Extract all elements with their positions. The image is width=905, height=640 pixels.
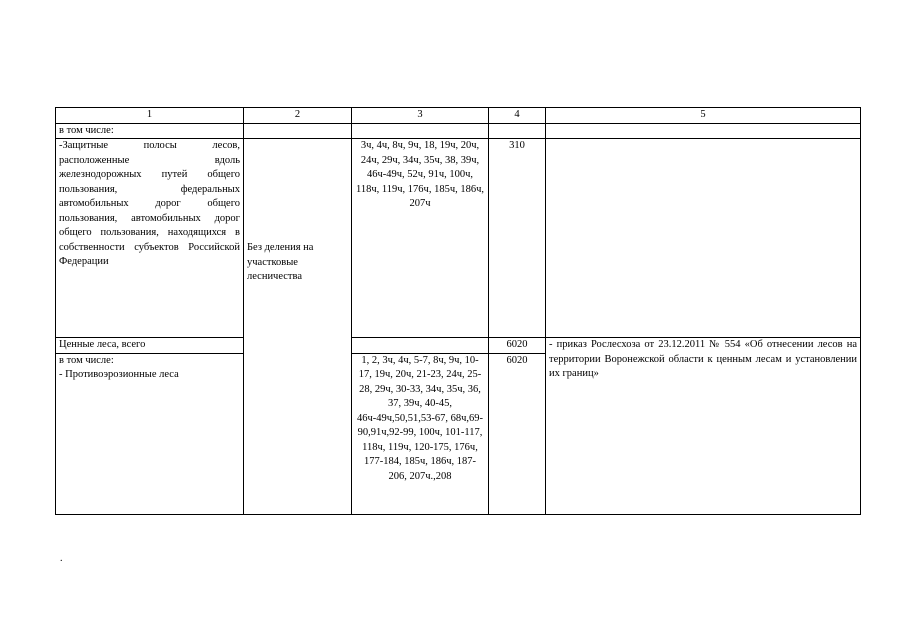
valuable-forests-row — [56, 338, 861, 354]
cell-empty — [352, 123, 489, 139]
division-text: Без деления на участковые лесничества — [247, 242, 314, 282]
erosion-quarters: 1, 2, 3ч, 4ч, 5-7, 8ч, 9ч, 10-17, 19ч, 20ч, 21-23, 24ч, 25-28, 29ч, 30-33, 34ч, 35ч, 36, 37, 39ч, 40-45, 46ч-49ч,50,51,53-67, 68ч,69-90,91ч,92-99, 100ч, 101-117, 118ч, 119ч, 120-175, 176ч, 177-184, 185ч, 186ч, 187-206, 207ч.,208 — [352, 353, 489, 514]
cell-empty — [352, 338, 489, 354]
erosion-in-total-label: в том числе: — [59, 354, 114, 366]
protective-strips-name: -Защитные полосы лесов, расположенные вдоль железнодорожных путей общего пользования, федеральных автомобильных дорог общего пользования, автомобильных дорог общего пользования, находящихся в собственности субъектов Российской Федерации — [56, 139, 244, 338]
protective-quarters: 3ч, 4ч, 8ч, 9ч, 18, 19ч, 20ч, 24ч, 29ч, 34ч, 35ч, 38, 39ч, 46ч-49ч, 52ч, 91ч, 100ч, 118ч, 119ч, 176ч, 185ч, 186ч, 207ч — [352, 139, 489, 338]
valuable-area: 6020 — [489, 338, 546, 354]
forest-table — [55, 107, 861, 515]
erosion-area: 6020 — [489, 353, 546, 514]
in-total-row — [56, 123, 861, 139]
footer-mark: . — [60, 553, 63, 564]
cell-empty — [546, 139, 861, 338]
erosion-name-cell — [56, 353, 244, 514]
erosion-forests-name: - Противоэрозионные леса — [59, 369, 179, 380]
header-col-2: 2 — [244, 108, 352, 124]
header-col-4: 4 — [489, 108, 546, 124]
header-col-3: 3 — [352, 108, 489, 124]
cell-empty — [489, 123, 546, 139]
in-total-label: в том числе: — [56, 123, 244, 139]
cell-empty — [244, 123, 352, 139]
header-col-5: 5 — [546, 108, 861, 124]
division-cell — [244, 139, 352, 515]
valuable-basis: - приказ Рослесхоза от 23.12.2011 № 554 «Об отнесении лесов на территории Воронежской области к ценным лесам и установлении их границ» — [546, 338, 861, 515]
cell-empty — [546, 123, 861, 139]
header-row — [56, 108, 861, 124]
header-col-1: 1 — [56, 108, 244, 124]
valuable-forests-name: Ценные леса, всего — [56, 338, 244, 354]
protective-strips-row — [56, 139, 861, 338]
protective-area: 310 — [489, 139, 546, 338]
